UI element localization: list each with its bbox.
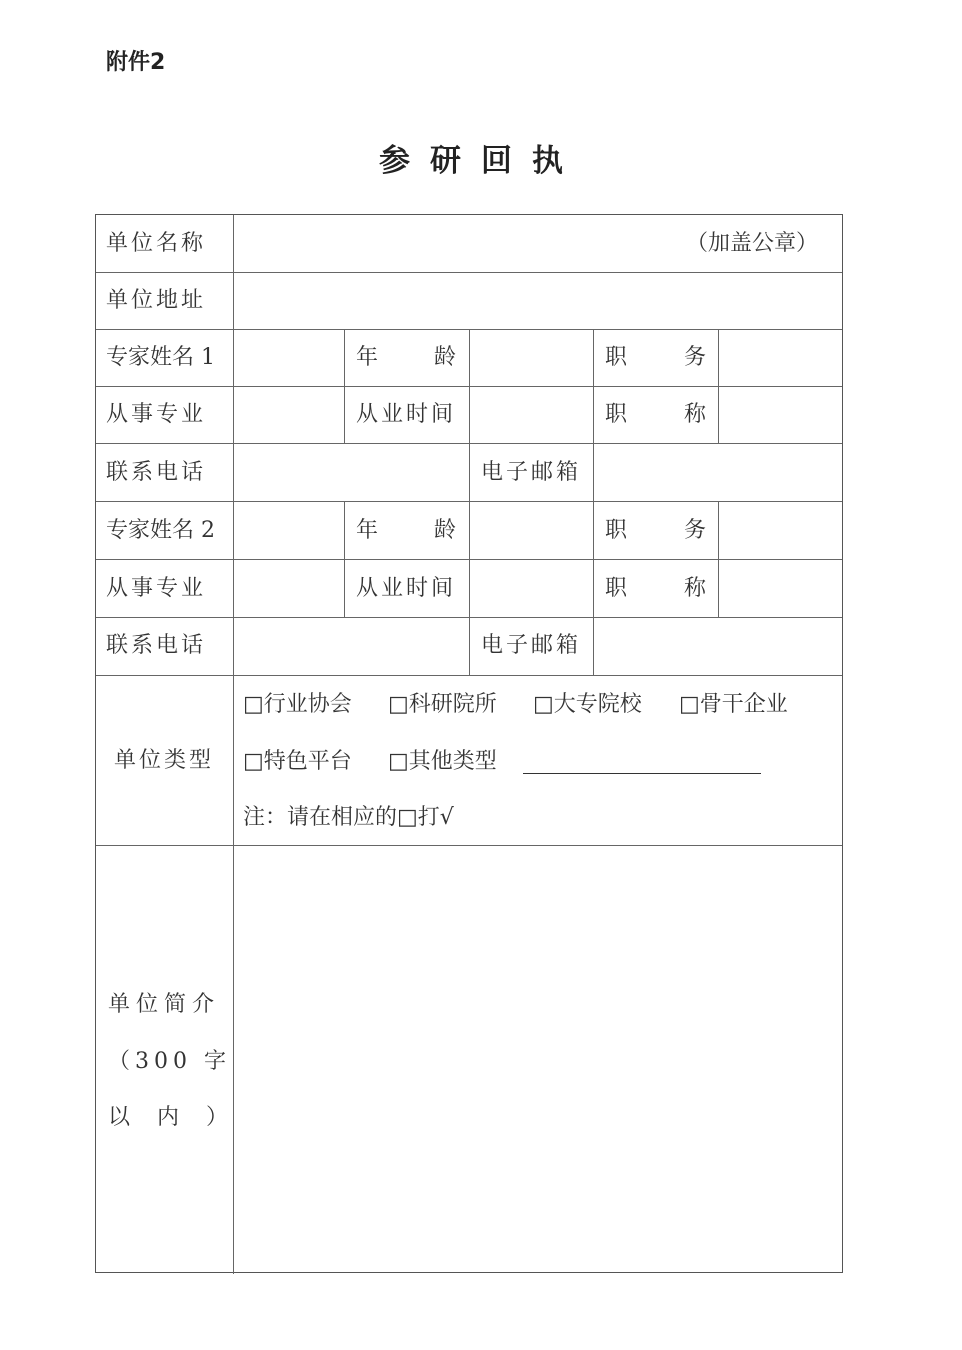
unit-intro-limit-2: 以 内 ） [108, 1105, 238, 1130]
expert2-major-label: 从事专业 [106, 576, 207, 601]
expert2-email-label: 电子邮箱 [481, 633, 582, 658]
expert1-phone-label: 联系电话 [106, 460, 207, 485]
expert2-position-label-2: 务 [684, 518, 707, 543]
expert1-title-label-2: 称 [684, 402, 707, 427]
expert1-position-label-2: 务 [684, 345, 707, 370]
unit-type-label: 单位类型 [114, 748, 215, 773]
option-industry-association[interactable]: □行业协会 [243, 692, 352, 717]
attachment-label: 附件2 [106, 50, 166, 75]
column-divider [593, 329, 594, 501]
unit-type-note: 注：请在相应的□打√ [243, 805, 454, 830]
expert1-age-label-2: 龄 [434, 345, 457, 370]
expert2-phone-label: 联系电话 [106, 633, 207, 658]
expert2-age-label: 年 [356, 518, 379, 543]
expert2-title-label: 职 [605, 576, 628, 601]
option-special-platform[interactable]: □特色平台 [243, 749, 352, 774]
expert1-title-label: 职 [605, 402, 628, 427]
expert1-email-label: 电子邮箱 [481, 460, 582, 485]
unit-intro-limit: （300 字 [108, 1049, 231, 1074]
row-divider [96, 675, 842, 676]
column-divider [593, 501, 594, 675]
expert2-age-label-2: 龄 [434, 518, 457, 543]
expert1-age-label: 年 [356, 345, 379, 370]
unit-address-label: 单位地址 [106, 288, 207, 313]
unit-intro-label: 单位简介 [108, 992, 221, 1017]
reply-form-table [95, 214, 843, 1273]
expert2-years-label: 从业时间 [356, 576, 457, 601]
expert1-name-label: 专家姓名 1 [106, 345, 215, 370]
expert1-position-label: 职 [605, 345, 628, 370]
column-divider [344, 501, 345, 617]
expert1-years-label: 从业时间 [356, 402, 457, 427]
row-divider [96, 272, 842, 273]
column-divider [469, 329, 470, 501]
expert2-title-label-2: 称 [684, 576, 707, 601]
column-divider [718, 501, 719, 617]
expert1-major-label: 从事专业 [106, 402, 207, 427]
option-other-type[interactable]: □其他类型 [388, 749, 497, 774]
column-divider [469, 501, 470, 675]
option-research-institute[interactable]: □科研院所 [388, 692, 497, 717]
other-type-blank[interactable] [523, 773, 761, 774]
page-title: 参研回执 [379, 143, 583, 179]
option-key-enterprise[interactable]: □骨干企业 [679, 692, 788, 717]
row-divider [96, 845, 842, 846]
expert2-position-label: 职 [605, 518, 628, 543]
column-divider [344, 329, 345, 443]
option-college[interactable]: □大专院校 [533, 692, 642, 717]
column-divider [718, 329, 719, 443]
seal-note: （加盖公章） [686, 231, 819, 256]
unit-name-label: 单位名称 [106, 231, 207, 256]
expert2-name-label: 专家姓名 2 [106, 518, 215, 543]
